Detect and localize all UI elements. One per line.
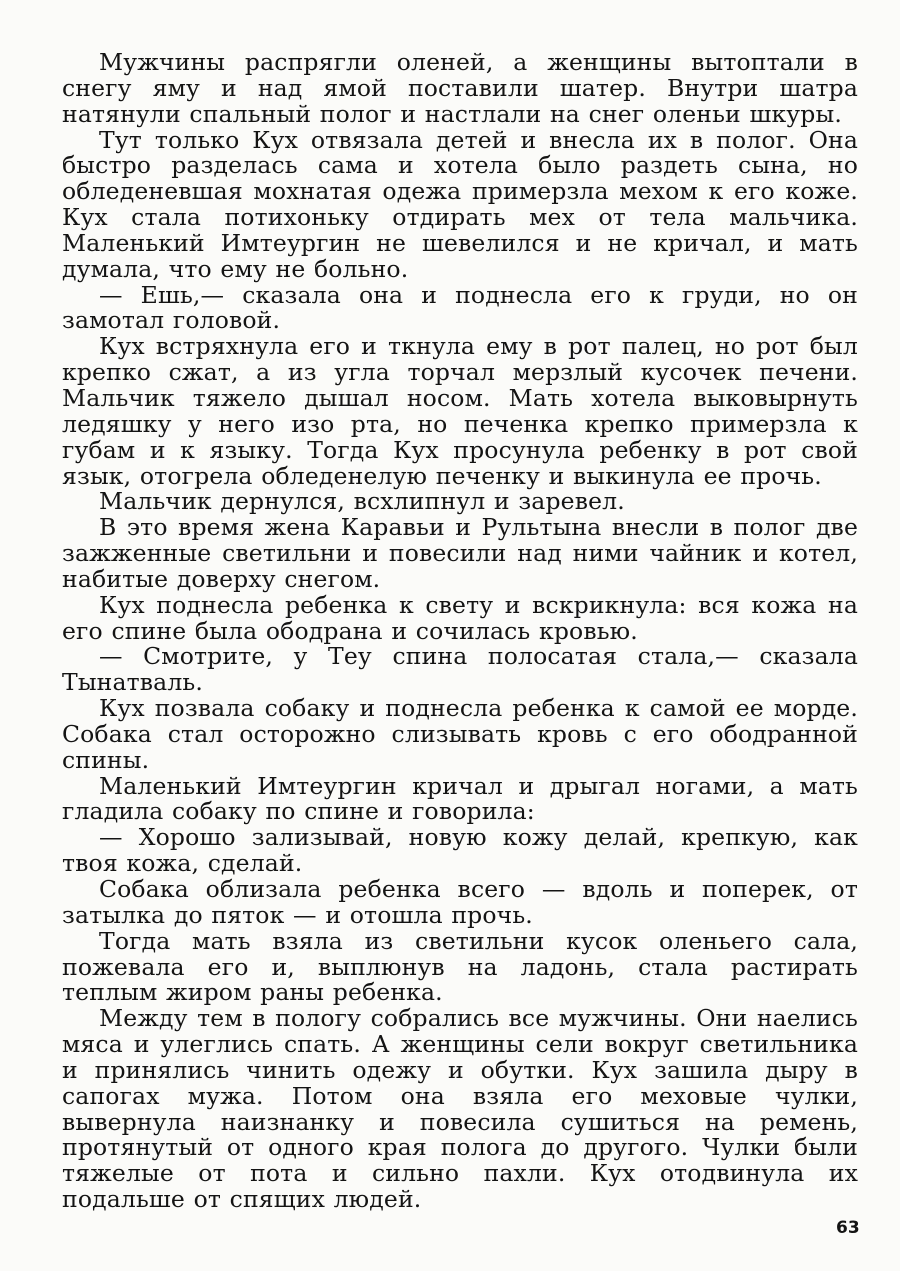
paragraph: Кух позвала собаку и поднесла ребенка к самой ее морде. Собака стал осторожно слизывать кровь с его ободранной спины. [62, 694, 858, 774]
paragraph: Между тем в пологу собрались все мужчины. Они наелись мяса и улеглись спать. А женщины сели вокруг светильника и принялись чинить одежу и обутки. Кух зашила дыру в сапогах мужа. Потом она взяла его меховые чулки, вывернула наизнанку и повесила сушиться на ремень, протянутый от одного края полога до другого. Чулки были тяжелые от пота и сильно пахли. Кух отодвинула их подальше от спящих людей. [62, 1004, 858, 1214]
paragraph: Тогда мать взяла из светильни кусок оленьего сала, пожевала его и, выплюнув на ладонь, стала растирать теплым жиром раны ребенка. [62, 926, 858, 1007]
paragraph: Кух встряхнула его и ткнула ему в рот палец, но рот был крепко сжат, а из угла торчал мерзлый кусочек печени. Мальчик тяжело дышал носом. Мать хотела выковырнуть ледяшку у него изо рта, но печенка крепко примерзла к губам и к языку. Тогда Кух просунула ребенку в рот свой язык, отогрела обледенелую печенку и выкинула ее прочь. [62, 332, 858, 490]
paragraph: Тут только Кух отвязала детей и внесла их в полог. Она быстро разделась сама и хотела было раздеть сына, но обледеневшая мохнатая одежа примерзла мехом к его коже. Кух стала потихоньку отдирать мех от тела мальчика. Маленький Имтеургин не шевелился и не кричал, и мать думала, что ему не больно. [62, 125, 858, 283]
paragraph: В это время жена Каравьи и Рультына внесли в полог две зажженные светильни и повесили над ними чайник и котел, набитые доверху снегом. [62, 513, 858, 593]
paragraph: — Ешь,— сказала она и поднесла его к груди, но он замотал головой. [62, 280, 858, 335]
paragraph: — Смотрите, у Теу спина полосатая стала,— сказала Тынатваль. [62, 642, 858, 697]
paragraph: Мужчины распрягли оленей, а женщины вытоптали в снегу яму и над ямой поставили шатер. Внутри шатра натянули спальный полог и настлали на снег оленьи шкуры. [62, 48, 858, 128]
paragraph: — Хорошо зализывай, новую кожу делай, крепкую, как твоя кожа, сделай. [62, 823, 858, 878]
paragraph: Собака облизала ребенка всего — вдоль и поперек, от затылка до пяток — и отошла прочь. [62, 875, 858, 929]
body-text [62, 50, 858, 1213]
page-number: 63 [836, 1218, 860, 1238]
paragraph: Кух поднесла ребенка к свету и вскрикнула: вся кожа на его спине была ободрана и сочилась кровью. [62, 590, 858, 645]
paragraph: Мальчик дернулся, всхлипнул и заревел. [99, 487, 625, 516]
paragraph: Маленький Имтеургин кричал и дрыгал ногами, а мать гладила собаку по спине и говорила: [62, 771, 858, 826]
